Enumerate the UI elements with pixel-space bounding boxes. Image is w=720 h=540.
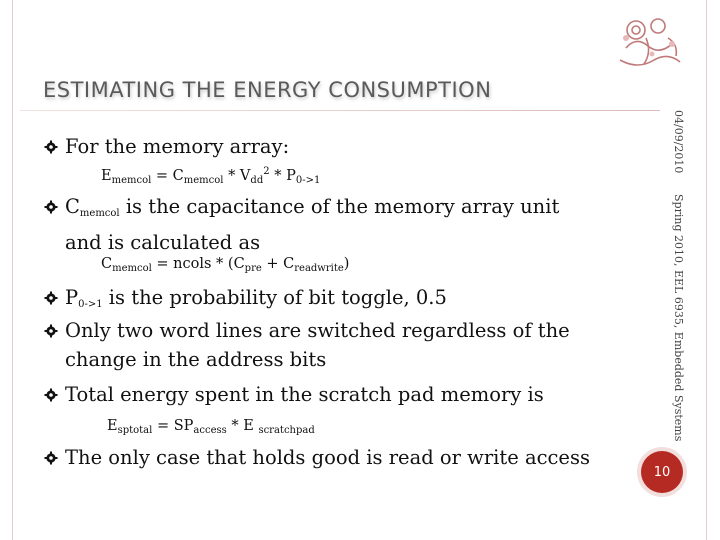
- bullet-text: $P_{0->1}$ is the probability of bit toggle, 0.5: [65, 286, 447, 310]
- bullet-text: $C_{memcol}$ is the capacitance of the memory array unit: [65, 195, 560, 219]
- page-number-badge: 10: [641, 451, 683, 493]
- floral-logo-icon: [606, 8, 692, 76]
- bullet-cmemcol: [44, 192, 559, 257]
- bullet-total-energy: [44, 380, 544, 409]
- left-margin-rule: [12, 0, 13, 540]
- bullet-word-lines: [44, 316, 570, 374]
- gear-bullet-icon: [44, 200, 58, 214]
- side-course: Spring 2010, EEL 6935, Embedded Systems: [672, 194, 685, 442]
- bullet-text-line2: and is calculated as: [65, 231, 261, 254]
- gear-bullet-icon: [44, 291, 58, 305]
- bullet-text: The only case that holds good is read or write access: [65, 446, 590, 469]
- equation-emem: $E_{memcol} = C_{memcol} * V_{dd}^2 * P_{0->1}$: [101, 166, 321, 186]
- side-date: 04/09/2010: [672, 110, 685, 174]
- bullet-text-line2: change in the address bits: [65, 348, 327, 371]
- title-underline: [20, 110, 660, 111]
- right-margin-rule: [706, 0, 707, 540]
- equation-esptotal: $E_{sptotal} = SP_{access} * E$ $_{scratchpad}$: [107, 418, 315, 436]
- bullet-text: For the memory array:: [65, 135, 290, 158]
- gear-bullet-icon: [44, 140, 58, 154]
- bullet-read-write: [44, 443, 590, 472]
- gear-bullet-icon: [44, 451, 58, 465]
- equation-cmem: $C_{memcol}$ = ncols * $(C_{pre} + C_{readwrite})$: [101, 256, 350, 274]
- bullet-text: Only two word lines are switched regardless of the: [65, 319, 570, 342]
- bullet-probability: [44, 283, 447, 319]
- gear-bullet-icon: [44, 324, 58, 338]
- gear-bullet-icon: [44, 388, 58, 402]
- bullet-memory-array: [44, 132, 289, 161]
- slide-title: ESTIMATING THE ENERGY CONSUMPTION: [43, 78, 492, 102]
- bullet-text: Total energy spent in the scratch pad memory is: [65, 383, 544, 406]
- side-footer: [667, 110, 689, 442]
